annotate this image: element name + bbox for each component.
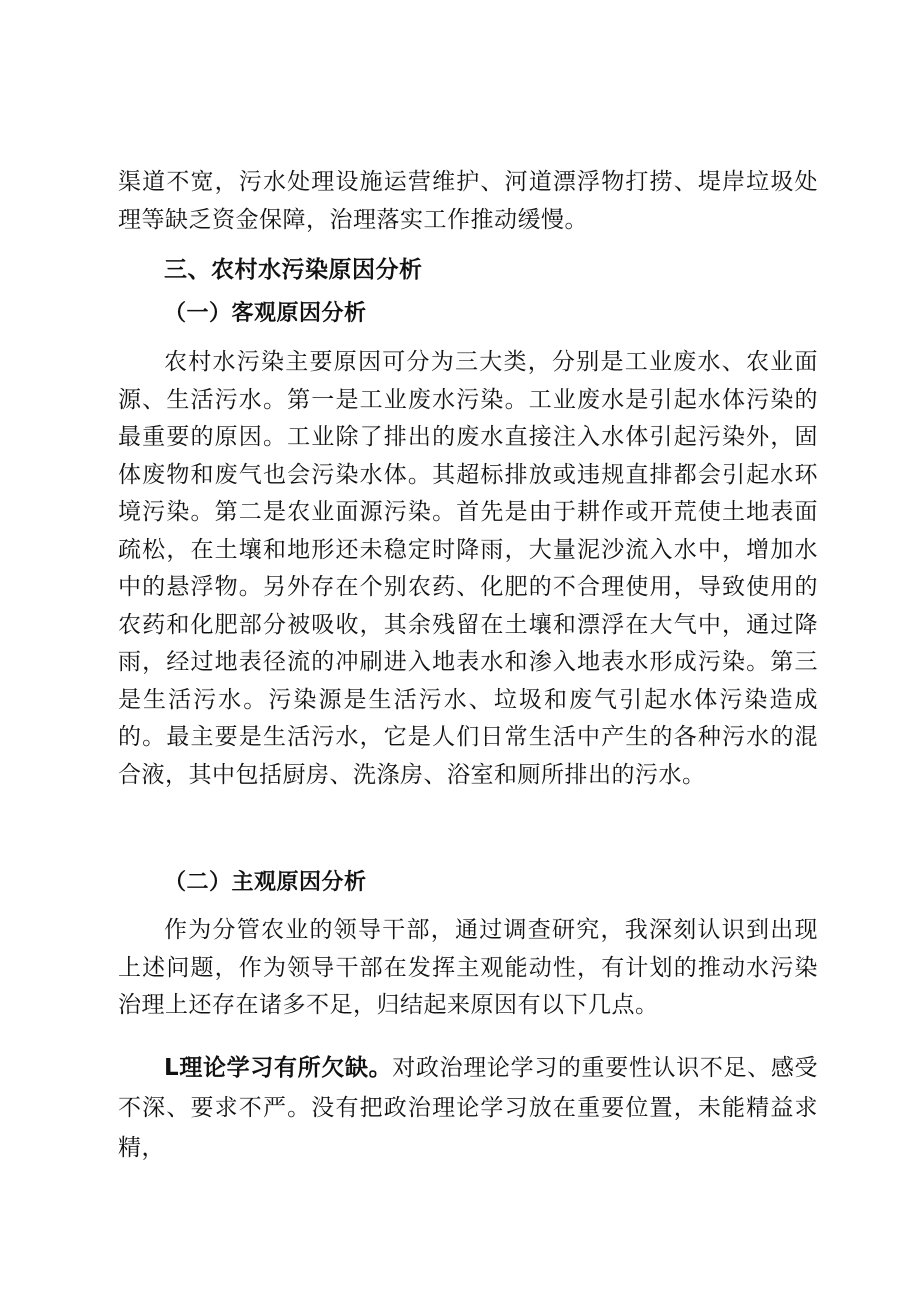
subsection-heading-subjective: （二）主观原因分析	[164, 870, 367, 895]
point-1-lead: L理论学习有所欠缺。	[164, 1055, 393, 1081]
point-1-body: 对政治理论学习的重要性认识不足、感受不深、要求不严。没有把政治理论学习放在重要位置，未能精益求精，	[118, 1055, 819, 1161]
paragraph-point-1	[118, 1048, 818, 1168]
subsection-heading-objective: （一）客观原因分析	[164, 301, 367, 326]
paragraph-objective-causes: 农村水污染主要原因可分为三大类，分别是工业废水、农业面源、生活污水。第一是工业废水污染。工业废水是引起水体污染的最重要的原因。工业除了排出的废水直接注入水体引起污染外，固体废物和废气也会污染水体。其超标排放或违规直排都会引起水环境污染。第二是农业面源污染。首先是由于耕作或开荒使土地表面疏松，在土壤和地形还未稳定时降雨，大量泥沙流入水中，增加水中的悬浮物。另外存在个别农药、化肥的不合理使用，导致使用的农药和化肥部分被吸收，其余残留在土壤和漂浮在大气中，通过降雨，经过地表径流的冲刷进入地表水和渗入地表水形成污染。第三是生活污水。污染源是生活污水、垃圾和废气引起水体污染造成的。最主要是生活污水，它是人们日常生活中产生的各种污水的混合液，其中包括厨房、洗涤房、浴室和厕所排出的污水。	[118, 349, 818, 788]
paragraph-continued: 渠道不宽，污水处理设施运营维护、河道漂浮物打捞、堤岸垃圾处理等缺乏资金保障，治理落实工作推动缓慢。	[118, 169, 818, 233]
paragraph-subjective-causes: 作为分管农业的领导干部，通过调查研究，我深刻认识到出现上述问题，作为领导干部在发挥主观能动性，有计划的推动水污染治理上还存在诸多不足，归结起来原因有以下几点。	[118, 917, 818, 1018]
section-heading-3: 三、农村水污染原因分析	[164, 257, 423, 283]
